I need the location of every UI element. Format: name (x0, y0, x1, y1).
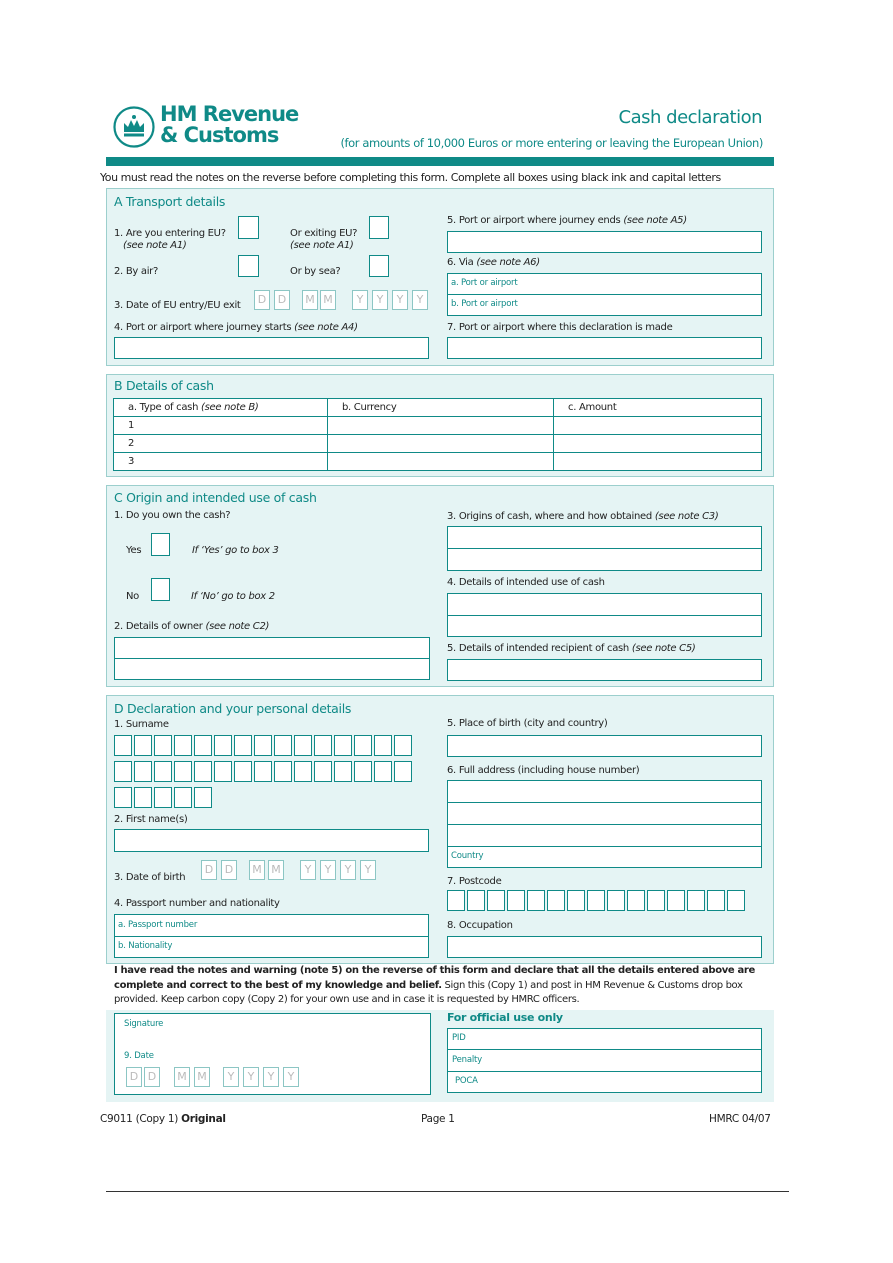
page-bottom-rule (106, 1191, 789, 1192)
no-label: No (126, 591, 139, 602)
eu-entry-date-input[interactable] (254, 290, 434, 312)
postcode-letter-box (707, 890, 725, 911)
signature-date-input[interactable] (126, 1067, 306, 1089)
country-input[interactable] (447, 846, 762, 868)
postcode-letter-box (487, 890, 505, 911)
q1b-label: Or exiting EU? (290, 228, 358, 239)
official-poca-label: POCA (455, 1076, 478, 1086)
yes-instruction: If ‘Yes’ go to box 3 (192, 545, 279, 556)
cash-type-cell[interactable]: 2 (114, 435, 328, 453)
header-rule (106, 157, 774, 166)
section-a-heading: A Transport details (114, 194, 226, 209)
cash-origins-label (447, 511, 718, 522)
own-cash-no-checkbox[interactable] (151, 578, 170, 601)
date-year-digit: Y (320, 860, 336, 880)
postcode-letter-box (627, 890, 645, 911)
surname-letter-box (274, 735, 292, 756)
table-row (114, 453, 762, 471)
official-poca-field (447, 1071, 762, 1093)
official-use-heading: For official use only (447, 1011, 563, 1024)
declaration-line-3: provided. Keep carbon copy (Copy 2) for your own use and in case it is requested by HMRC officers. (114, 994, 580, 1005)
date-year-digit: Y (352, 290, 368, 310)
no-instruction: If ‘No’ go to box 2 (191, 591, 275, 602)
col-type-text: a. Type of cash (128, 402, 199, 413)
surname-letter-box (314, 761, 332, 782)
date-month-digit: M (194, 1067, 210, 1087)
surname-label: 1. Surname (114, 719, 169, 730)
address-label: 6. Full address (including house number) (447, 765, 640, 776)
surname-letter-box (174, 787, 192, 808)
hmrc-crest-icon (113, 106, 155, 148)
date-year-digit: Y (283, 1067, 299, 1087)
postcode-letter-box (667, 890, 685, 911)
place-of-birth-label: 5. Place of birth (city and country) (447, 718, 608, 729)
q2b-label: Or by sea? (290, 266, 341, 277)
dob-label: 3. Date of birth (114, 872, 186, 883)
date-month-digit: M (320, 290, 336, 310)
date-year-digit: Y (223, 1067, 239, 1087)
owner-details-label (114, 621, 269, 632)
amount-cell[interactable] (554, 417, 762, 435)
passport-number-label: a. Passport number (118, 920, 198, 930)
q4-label (114, 322, 358, 333)
postcode-label: 7. Postcode (447, 876, 502, 887)
date-day-digit: D (144, 1067, 160, 1087)
table-row (114, 417, 762, 435)
form-version: HMRC 04/07 (709, 1113, 771, 1125)
date-month-digit: M (302, 290, 318, 310)
intended-use-label: 4. Details of intended use of cash (447, 577, 605, 588)
surname-letter-box (154, 787, 172, 808)
surname-letter-box (234, 761, 252, 782)
recipient-note: (see note C5) (631, 643, 696, 654)
date-month-digit: M (268, 860, 284, 880)
date-month-digit: M (249, 860, 265, 880)
surname-letter-box (154, 735, 172, 756)
address-line-input[interactable] (447, 802, 762, 825)
currency-cell[interactable] (328, 435, 554, 453)
q5-note: (see note A5) (623, 215, 687, 226)
owner-details-text: 2. Details of owner (114, 621, 203, 632)
official-penalty-label: Penalty (452, 1055, 482, 1065)
q1b-note: (see note A1) (290, 240, 354, 251)
page-title: Cash declaration (618, 107, 762, 128)
date-year-digit: Y (360, 860, 376, 880)
postcode-letter-box (607, 890, 625, 911)
q4-note: (see note A4) (294, 322, 358, 333)
q1a-label: 1. Are you entering EU? (114, 228, 226, 239)
entering-eu-checkbox[interactable] (238, 216, 259, 239)
cash-origins-text: 3. Origins of cash, where and how obtained (447, 511, 652, 522)
declaration-line-1: I have read the notes and warning (note 5) on the reverse of this form and declare that all the details entered above are (114, 965, 755, 976)
declaration-line-2-bold: complete and correct to the best of my knowledge and belief. (114, 979, 442, 991)
via-port-b-input[interactable] (447, 294, 762, 316)
amount-cell[interactable] (554, 453, 762, 471)
surname-letter-box (294, 761, 312, 782)
amount-cell[interactable] (554, 435, 762, 453)
first-name-input[interactable] (114, 829, 429, 852)
date-day-digit: D (201, 860, 217, 880)
surname-letter-box (254, 735, 272, 756)
q6-note: (see note A6) (476, 257, 540, 268)
surname-input[interactable] (114, 735, 414, 809)
recipient-text: 5. Details of intended recipient of cash (447, 643, 629, 654)
declaration-port-input[interactable] (447, 337, 762, 359)
surname-letter-box (134, 761, 152, 782)
signature-date-label: 9. Date (124, 1051, 154, 1061)
journey-start-input[interactable] (114, 337, 429, 359)
postcode-letter-box (507, 890, 525, 911)
signature-label: Signature (124, 1019, 164, 1029)
col-currency: b. Currency (328, 399, 554, 417)
declaration-line-2-rest: Sign this (Copy 1) and post in HM Revenue & Customs drop box (441, 979, 743, 991)
postcode-letter-box (527, 890, 545, 911)
surname-letter-box (354, 761, 372, 782)
surname-letter-box (394, 735, 412, 756)
intended-use-input[interactable] (447, 615, 762, 637)
date-day-digit: D (254, 290, 270, 310)
owner-details-input[interactable] (114, 658, 430, 680)
surname-letter-box (194, 735, 212, 756)
surname-letter-box (374, 761, 392, 782)
surname-letter-box (114, 787, 132, 808)
intended-use-input[interactable] (447, 593, 762, 616)
intro-text: You must read the notes on the reverse before completing this form. Complete all boxes using black ink and capital letters (100, 171, 721, 184)
passport-number-input[interactable] (114, 914, 429, 937)
q1a-note: (see note A1) (123, 240, 187, 251)
surname-letter-box (234, 735, 252, 756)
date-year-digit: Y (263, 1067, 279, 1087)
recipient-label (447, 643, 696, 654)
cash-table (113, 398, 762, 471)
q3-label: 3. Date of EU entry/EU exit (114, 300, 241, 311)
q6-text: 6. Via (447, 257, 474, 268)
address-line-input[interactable] (447, 824, 762, 847)
via-port-a-label: a. Port or airport (451, 278, 518, 288)
owner-details-note: (see note C2) (205, 621, 270, 632)
postcode-letter-box (447, 890, 465, 911)
postcode-letter-box (647, 890, 665, 911)
surname-letter-box (174, 735, 192, 756)
cash-origins-input[interactable] (447, 526, 762, 549)
currency-cell[interactable] (328, 417, 554, 435)
surname-letter-box (354, 735, 372, 756)
exiting-eu-checkbox[interactable] (369, 216, 389, 239)
table-row (114, 435, 762, 453)
surname-letter-box (134, 787, 152, 808)
occupation-input[interactable] (447, 936, 762, 958)
form-reference (100, 1113, 226, 1125)
surname-letter-box (334, 761, 352, 782)
surname-letter-box (114, 761, 132, 782)
surname-letter-box (174, 761, 192, 782)
official-pid-field (447, 1028, 762, 1050)
official-penalty-field (447, 1049, 762, 1072)
surname-letter-box (214, 761, 232, 782)
page-subtitle: (for amounts of 10,000 Euros or more entering or leaving the European Union) (340, 136, 763, 150)
q7-label: 7. Port or airport where this declaration is made (447, 322, 673, 333)
q4-text: 4. Port or airport where journey starts (114, 322, 292, 333)
surname-letter-box (114, 735, 132, 756)
via-port-a-input[interactable] (447, 273, 762, 295)
postcode-letter-box (727, 890, 745, 911)
date-year-digit: Y (412, 290, 428, 310)
dob-input[interactable] (201, 860, 381, 882)
org-name-line2: & Customs (160, 123, 279, 147)
form-id: C9011 (Copy 1) (100, 1113, 179, 1125)
cash-table-header (114, 399, 762, 417)
first-name-label: 2. First name(s) (114, 814, 188, 825)
page-number: Page 1 (421, 1113, 455, 1125)
recipient-input[interactable] (447, 659, 762, 681)
surname-letter-box (194, 761, 212, 782)
postcode-input[interactable] (447, 890, 752, 914)
currency-cell[interactable] (328, 453, 554, 471)
surname-letter-box (374, 735, 392, 756)
journey-end-input[interactable] (447, 231, 762, 253)
q2a-label: 2. By air? (114, 266, 159, 277)
col-amount: c. Amount (554, 399, 762, 417)
official-pid-label: PID (452, 1033, 466, 1043)
address-line-input[interactable] (447, 780, 762, 803)
q6-label (447, 257, 540, 268)
date-year-digit: Y (300, 860, 316, 880)
surname-letter-box (294, 735, 312, 756)
postcode-letter-box (567, 890, 585, 911)
surname-letter-box (154, 761, 172, 782)
col-type-of-cash (114, 399, 328, 417)
date-year-digit: Y (372, 290, 388, 310)
col-type-note: (see note B) (201, 402, 259, 413)
surname-letter-box (274, 761, 292, 782)
surname-letter-box (314, 735, 332, 756)
postcode-letter-box (547, 890, 565, 911)
date-month-digit: M (174, 1067, 190, 1087)
section-d-heading: D Declaration and your personal details (114, 701, 352, 716)
org-name-line1: HM Revenue (160, 102, 299, 126)
postcode-letter-box (587, 890, 605, 911)
form-copy: Original (181, 1113, 226, 1125)
place-of-birth-input[interactable] (447, 735, 762, 757)
owner-details-input[interactable] (114, 637, 430, 659)
surname-letter-box (334, 735, 352, 756)
yes-label: Yes (126, 545, 142, 556)
section-b-heading: B Details of cash (114, 378, 214, 393)
q5-text: 5. Port or airport where journey ends (447, 215, 621, 226)
via-port-b-label: b. Port or airport (451, 299, 518, 309)
cash-type-cell[interactable]: 1 (114, 417, 328, 435)
by-sea-checkbox[interactable] (369, 255, 389, 277)
postcode-letter-box (467, 890, 485, 911)
date-day-digit: D (221, 860, 237, 880)
surname-letter-box (254, 761, 272, 782)
date-year-digit: Y (243, 1067, 259, 1087)
nationality-input[interactable] (114, 936, 429, 958)
cash-type-cell[interactable]: 3 (114, 453, 328, 471)
declaration-line-2 (114, 979, 755, 994)
surname-letter-box (194, 787, 212, 808)
date-year-digit: Y (392, 290, 408, 310)
cash-origins-note: (see note C3) (654, 511, 719, 522)
cash-origins-input[interactable] (447, 548, 762, 571)
date-day-digit: D (274, 290, 290, 310)
nationality-label: b. Nationality (118, 941, 173, 951)
occupation-label: 8. Occupation (447, 920, 513, 931)
country-label: Country (451, 851, 484, 861)
date-year-digit: Y (340, 860, 356, 880)
passport-label: 4. Passport number and nationality (114, 898, 280, 909)
surname-letter-box (134, 735, 152, 756)
own-cash-label: 1. Do you own the cash? (114, 510, 231, 521)
q5-label (447, 215, 687, 226)
postcode-letter-box (687, 890, 705, 911)
surname-letter-box (394, 761, 412, 782)
own-cash-yes-checkbox[interactable] (151, 533, 170, 556)
section-c-heading: C Origin and intended use of cash (114, 490, 317, 505)
org-name (160, 104, 298, 146)
by-air-checkbox[interactable] (238, 255, 259, 277)
date-day-digit: D (126, 1067, 142, 1087)
surname-letter-box (214, 735, 232, 756)
declaration-text (114, 964, 755, 1008)
